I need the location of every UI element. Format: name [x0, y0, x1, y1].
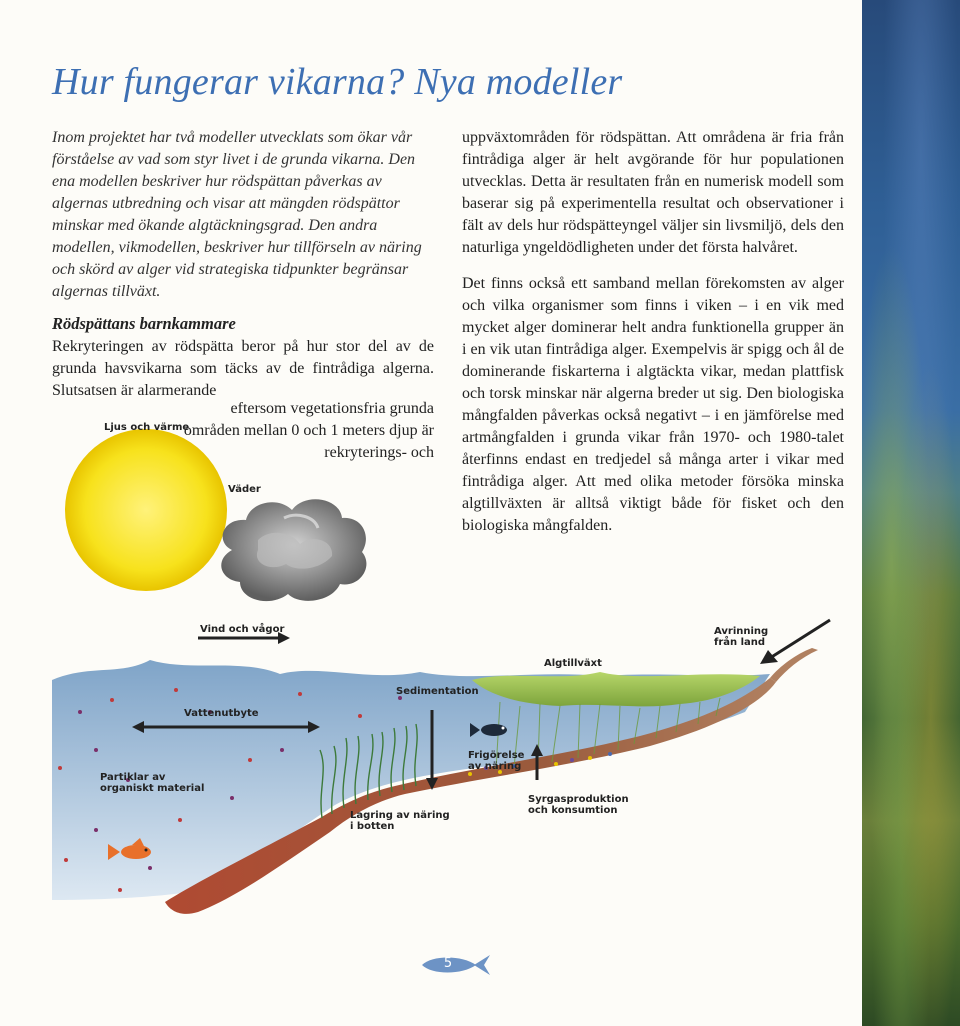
- label-particles: Partiklar av organiskt material: [100, 772, 205, 794]
- diagram-graphics: [0, 420, 860, 940]
- label-nutrient-release: Frigörelse av näring: [468, 750, 525, 772]
- label-oxygen: Syrgasproduktion och konsumtion: [528, 794, 629, 816]
- intro-paragraph: Inom projektet har två modeller utvecklats som ökar vår förståelse av vad som styr livet i de grunda vikarna. Den ena modellen beskriver hur rödspättan påverkas av algernas utbredning och visar att mängden rödspättor minskar med ökande algtäckningsgrad. Den andra modellen, vikmodellen, beskriver hur tillförseln av näring och skörd av alger vid strategiska tidpunkter begränsar algernas tillväxt.: [52, 129, 422, 300]
- right-paragraph-1: uppväxtområden för rödspättan. Att områdena är fria från fintrådiga alger är helt avgörande för hur populationen utvecklas. Detta är resultaten från en numerisk modell som baserar sig på experimentella resultat och observationer i fält av dels hur rödspätteyngel väljer sin livsmiljö, dels den naturliga yngeldödligheten under det första halvåret.: [462, 129, 844, 256]
- label-runoff: Avrinning från land: [714, 626, 769, 648]
- sun-icon: [65, 429, 227, 591]
- left-column-text: Rekryteringen av rödspätta beror på hur stor del av de grunda havsvikarna som täcks av de fintrådiga algerna. Slutsatsen är alarmerande: [52, 338, 434, 399]
- label-weather: Väder: [228, 484, 261, 495]
- left-column-text-continued: eftersom vegetationsfria grunda områden mellan 0 och 1 meters djup är rekryterings- och: [183, 400, 434, 461]
- page-number: 5: [443, 956, 453, 971]
- bay-ecosystem-diagram: [0, 420, 860, 940]
- cloud-icon: [221, 499, 366, 601]
- runoff-arrowhead: [760, 650, 778, 664]
- label-storage: Lagring av näring i botten: [350, 810, 450, 832]
- underwater-photo-strip: [862, 0, 960, 1026]
- right-paragraph-2: Det finns också ett samband mellan förekomsten av alger och vilka organismer som finns i viken – i en vik med mycket alger dominerar helt andra funktionella grupper än i en vik utan fintrådiga alger. Exempelvis är spigg och ål de dominerande fiskarterna i algtäckta vikar, medan plattfisk och torsk minskar när algerna breder ut sig. Den biologiska mångfalden påverkas också negativt – i en jämförelse med artmångfalden i grunda vikar från 1970- och 1980-talet återfinns endast en tredjedel så många arter i vikar med fintrådiga alger. Att med olika metoder försöka minska algtillväxten är alltså viktigt både för fisket och den biologiska mångfalden.: [462, 275, 844, 534]
- label-sedimentation: Sedimentation: [396, 686, 479, 697]
- page-title: Hur fungerar vikarna? Nya modeller: [52, 61, 623, 103]
- section-heading: Rödspättans barnkammare: [52, 314, 236, 333]
- label-wind-waves: Vind och vågor: [200, 624, 285, 635]
- label-water-exchange: Vattenutbyte: [184, 708, 259, 719]
- label-algae-growth: Algtillväxt: [544, 658, 602, 669]
- label-light-heat: Ljus och värme: [104, 422, 190, 433]
